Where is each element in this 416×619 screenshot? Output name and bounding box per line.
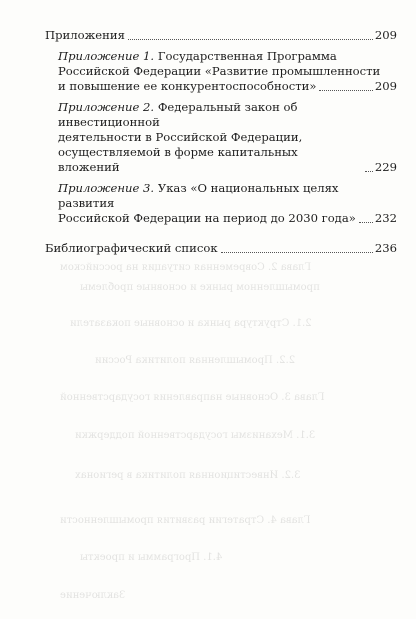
toc-entry-appendix-1: [58, 49, 397, 94]
toc-entry-bibliography: [45, 241, 397, 256]
toc-entry-line: и повышение ее конкурентоспособности»: [58, 79, 317, 93]
toc-entry-appendix-3: [58, 181, 397, 226]
toc-page-number: 229: [374, 160, 397, 174]
table-of-contents: [45, 28, 397, 262]
toc-entry-line: Федеральный закон об инвестиционной: [58, 100, 298, 129]
bleed-through-text: Глава 2. Современная ситуация на российском промышленном рынке и основные проблемы 2.1. Структура рынка и основные показатели 2.2. Промышленная политика России Глава 3. Основные направления государственной 3.1. Механизмы государственной поддержки 3.2. Инвестиционная политика в регионах Глава 4. Стратегии развития промышленности 4.1. Программы и проекты Заключение: [60, 262, 325, 601]
appendix-prefix: Приложение 3.: [58, 181, 155, 195]
toc-page-number: 232: [374, 211, 397, 225]
dot-leader: [319, 90, 372, 91]
dot-leader: [359, 222, 373, 223]
toc-entry-label: Библиографический список: [45, 241, 218, 255]
dot-leader: [128, 39, 373, 40]
toc-page-number: 236: [374, 241, 397, 255]
toc-entry-line: Указ «О национальных целях развития: [58, 181, 339, 210]
toc-page-number: 209: [374, 79, 397, 93]
toc-entry-appendices: [45, 28, 397, 43]
toc-entry-label: Приложения: [45, 28, 125, 42]
toc-entry-line: Государственная Программа: [157, 49, 337, 63]
dot-leader: [365, 171, 373, 172]
appendix-prefix: Приложение 1.: [58, 49, 155, 63]
toc-entry-appendix-2: [58, 100, 397, 175]
dot-leader: [221, 252, 373, 253]
toc-entry-line: Российской Федерации «Развитие промышленности: [58, 64, 381, 78]
toc-entry-line: деятельности в Российской Федерации,: [58, 130, 303, 144]
toc-page-number: 209: [374, 28, 397, 42]
appendix-prefix: Приложение 2.: [58, 100, 155, 114]
toc-entry-line: Российской Федерации на период до 2030 года»: [58, 211, 356, 225]
toc-entry-line: осуществляемой в форме капитальных вложений: [58, 145, 298, 174]
